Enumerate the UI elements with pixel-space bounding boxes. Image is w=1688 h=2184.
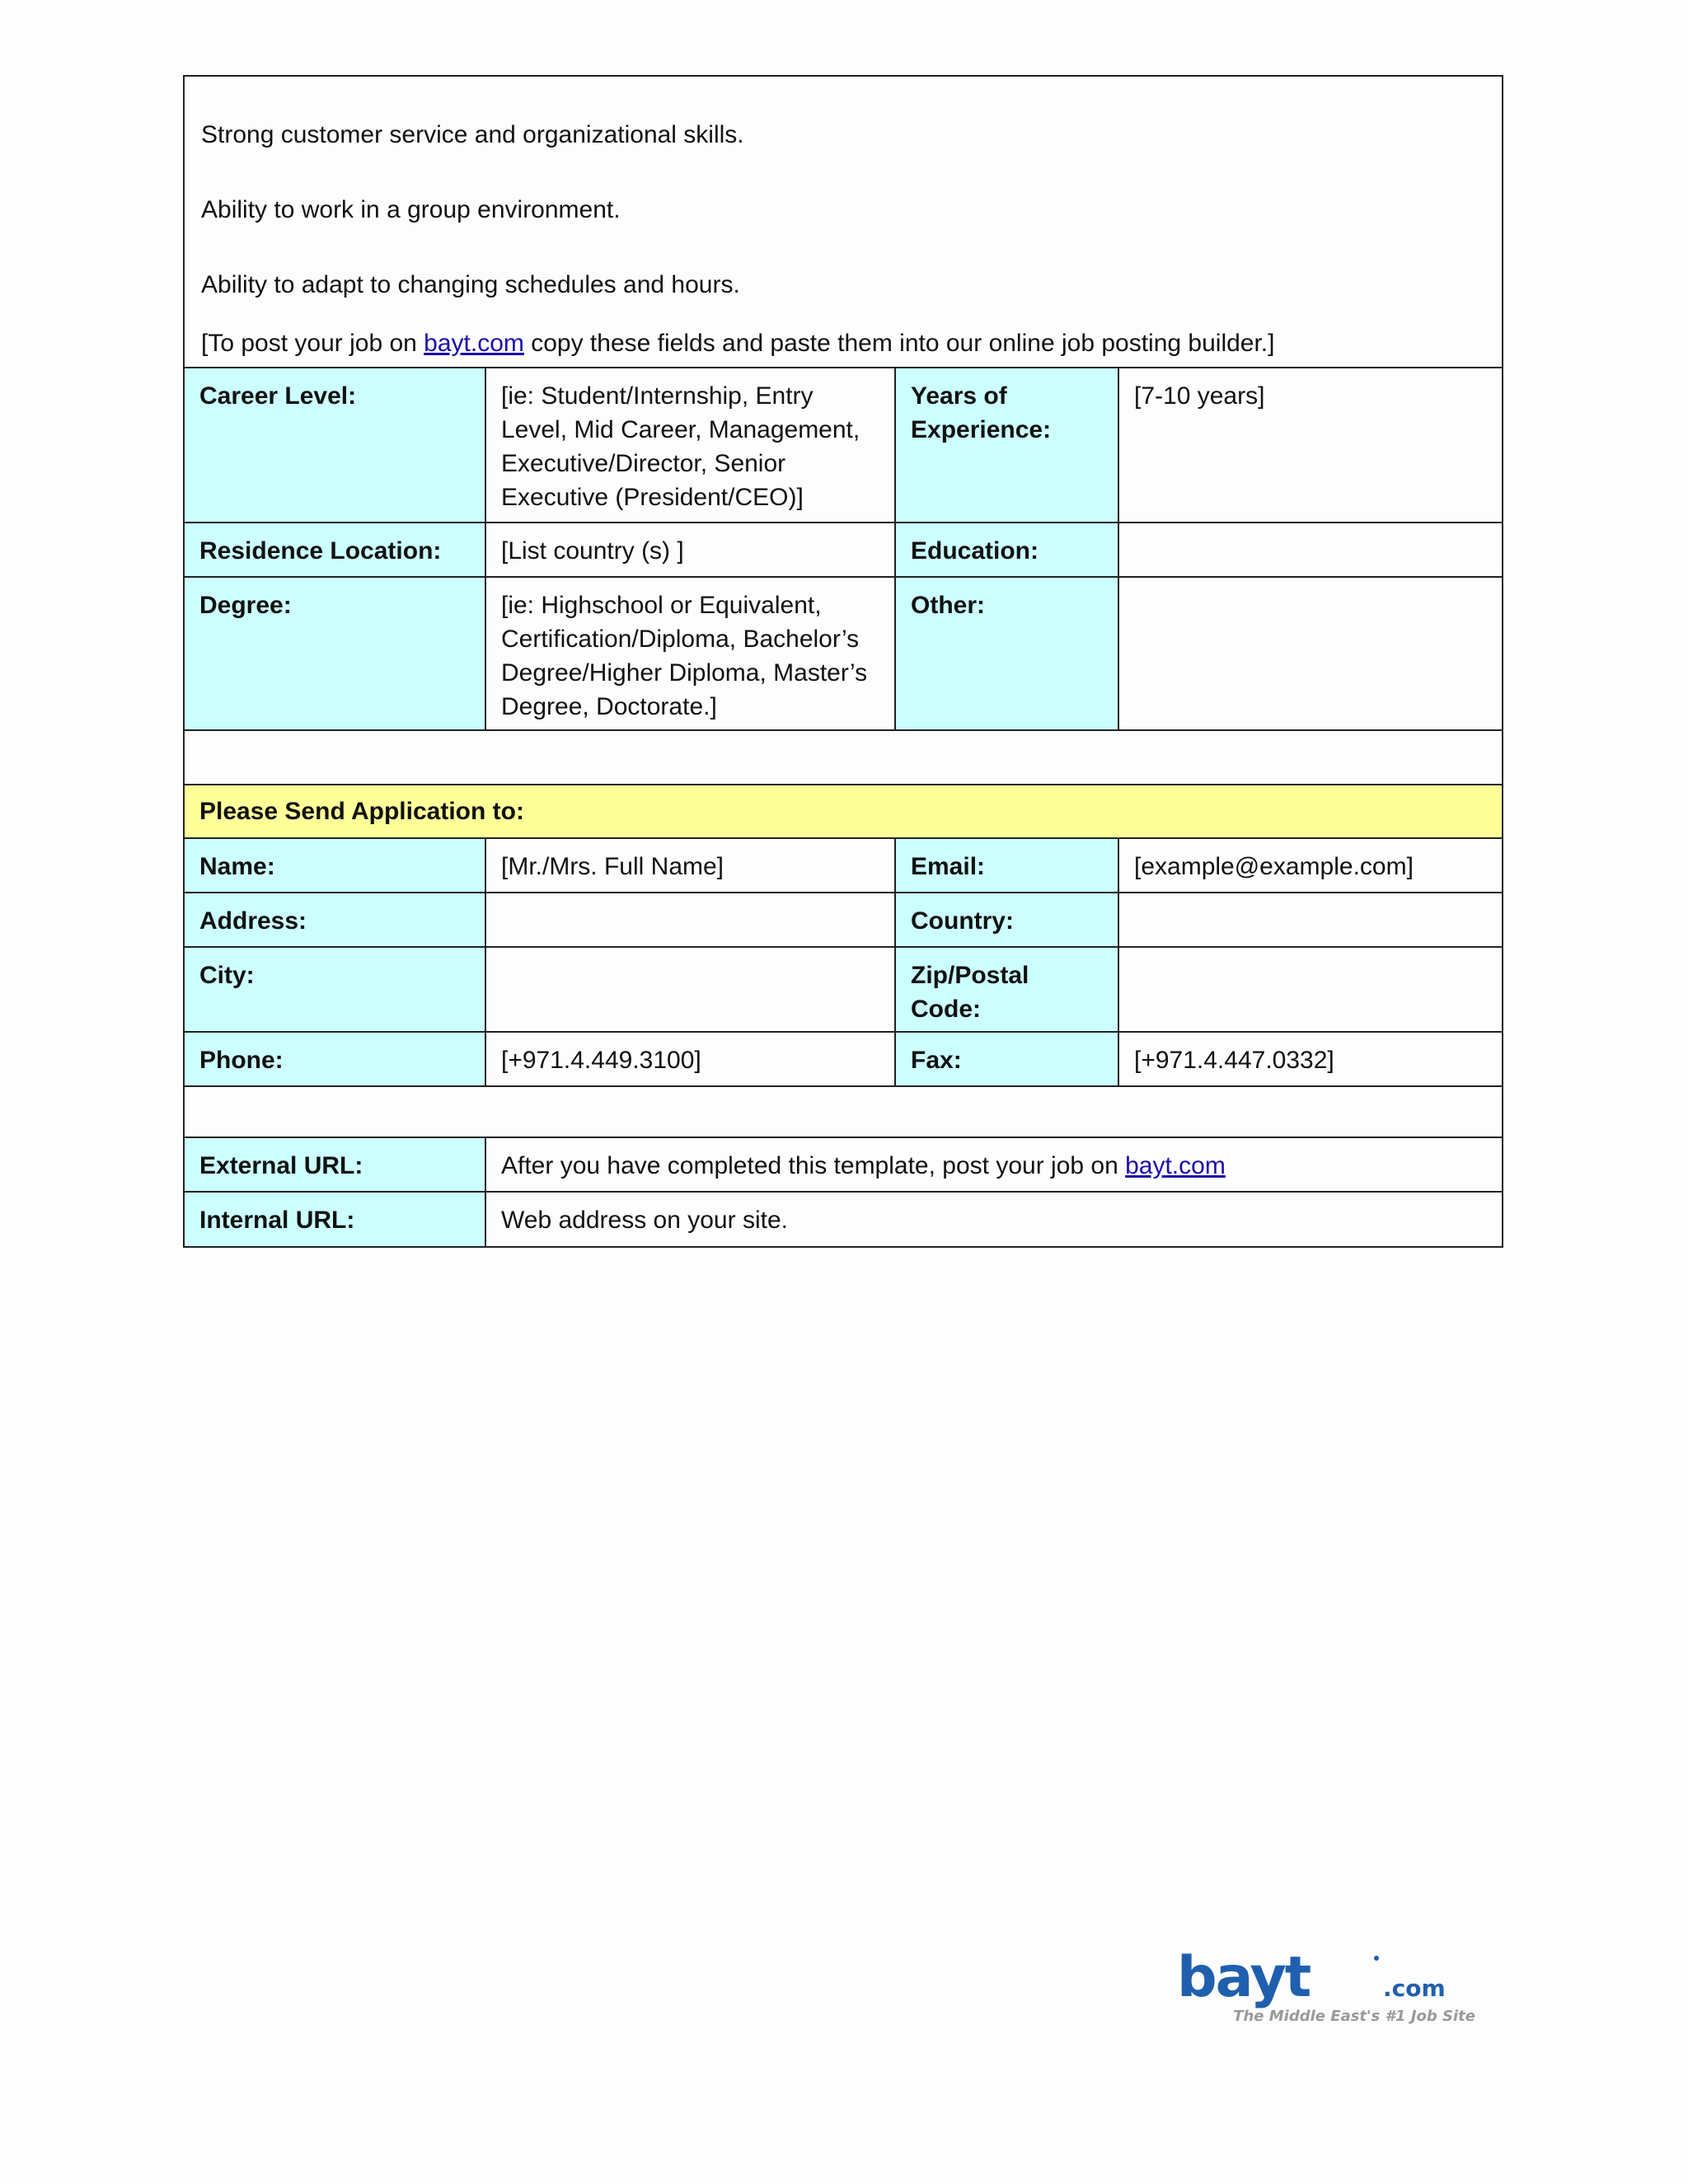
years-experience-value[interactable]: [7-10 years] <box>1118 368 1502 523</box>
phone-row <box>185 1032 1502 1086</box>
fax-label: Fax: <box>895 1032 1118 1086</box>
name-label: Name: <box>185 838 485 893</box>
skill-line-2: Ability to work in a group environment. <box>201 196 621 223</box>
education-label: Education: <box>895 523 1118 577</box>
external-url-row <box>185 1137 1502 1192</box>
country-value[interactable] <box>1118 893 1502 947</box>
posting-instruction-suffix: copy these fields and paste them into our online job posting builder.] <box>523 330 1275 357</box>
external-url-text: After you have completed this template, post your job on <box>501 1152 1126 1179</box>
job-details-table <box>185 368 1502 1246</box>
external-url-label: External URL: <box>185 1137 485 1192</box>
bayt-logo-suffix: .com <box>1383 1975 1446 2002</box>
country-label: Country: <box>895 893 1118 947</box>
email-value[interactable]: [example@example.com] <box>1118 838 1502 893</box>
city-label: City: <box>185 947 485 1032</box>
degree-label: Degree: <box>185 577 485 730</box>
address-label: Address: <box>185 893 485 947</box>
other-label: Other: <box>895 577 1118 730</box>
skill-line-3: Ability to adapt to changing schedules and hours. <box>201 271 740 298</box>
address-value[interactable] <box>485 893 895 947</box>
application-header: Please Send Application to: <box>185 785 1502 838</box>
city-value[interactable] <box>485 947 895 1032</box>
posting-instruction-prefix: [To post your job on <box>201 330 424 357</box>
posting-instruction <box>201 326 1485 360</box>
spacer-cell <box>185 730 1502 785</box>
degree-value[interactable]: [ie: Highschool or Equivalent, Certification/Diploma, Bachelor’s Degree/Higher Diploma, Master’s Degree, Doctorate.] <box>485 577 895 730</box>
career-level-row <box>185 368 1502 523</box>
skill-line-1: Strong customer service and organizational skills. <box>201 121 744 148</box>
zip-value[interactable] <box>1118 947 1502 1032</box>
city-row <box>185 947 1502 1032</box>
residence-label: Residence Location: <box>185 523 485 577</box>
residence-row <box>185 523 1502 577</box>
name-row <box>185 838 1502 893</box>
bayt-logo-tagline: The Middle East's #1 Job Site <box>1233 2008 1475 2025</box>
phone-value[interactable]: [+971.4.449.3100] <box>485 1032 895 1086</box>
name-value[interactable]: [Mr./Mrs. Full Name] <box>485 838 895 893</box>
education-value[interactable] <box>1118 523 1502 577</box>
external-url-value[interactable] <box>485 1137 1502 1192</box>
address-row <box>185 893 1502 947</box>
zip-label: Zip/Postal Code: <box>895 947 1118 1032</box>
internal-url-label: Internal URL: <box>185 1192 485 1246</box>
degree-row <box>185 577 1502 730</box>
job-template-sheet <box>183 75 1503 1248</box>
career-level-label: Career Level: <box>185 368 485 523</box>
internal-url-row <box>185 1192 1502 1246</box>
years-experience-label: Years of Experience: <box>895 368 1118 523</box>
bayt-link[interactable]: bayt.com <box>1125 1152 1226 1179</box>
spacer-row <box>185 1086 1502 1137</box>
bayt-link[interactable]: bayt.com <box>424 330 524 357</box>
bayt-logo <box>1170 1947 1484 2029</box>
career-level-value[interactable]: [ie: Student/Internship, Entry Level, Mid Career, Management, Executive/Director, Senior Executive (President/CEO)] <box>485 368 895 523</box>
registered-mark-icon <box>1374 1956 1379 1961</box>
intro-section <box>185 77 1502 368</box>
fax-value[interactable]: [+971.4.447.0332] <box>1118 1032 1502 1086</box>
spacer-cell <box>185 1086 1502 1137</box>
other-value[interactable] <box>1118 577 1502 730</box>
email-label: Email: <box>895 838 1118 893</box>
bayt-logo-wordmark: bayt <box>1177 1947 1311 2010</box>
internal-url-value[interactable]: Web address on your site. <box>485 1192 1502 1246</box>
spacer-row <box>185 730 1502 785</box>
residence-value[interactable]: [List country (s) ] <box>485 523 895 577</box>
phone-label: Phone: <box>185 1032 485 1086</box>
application-header-row <box>185 785 1502 838</box>
